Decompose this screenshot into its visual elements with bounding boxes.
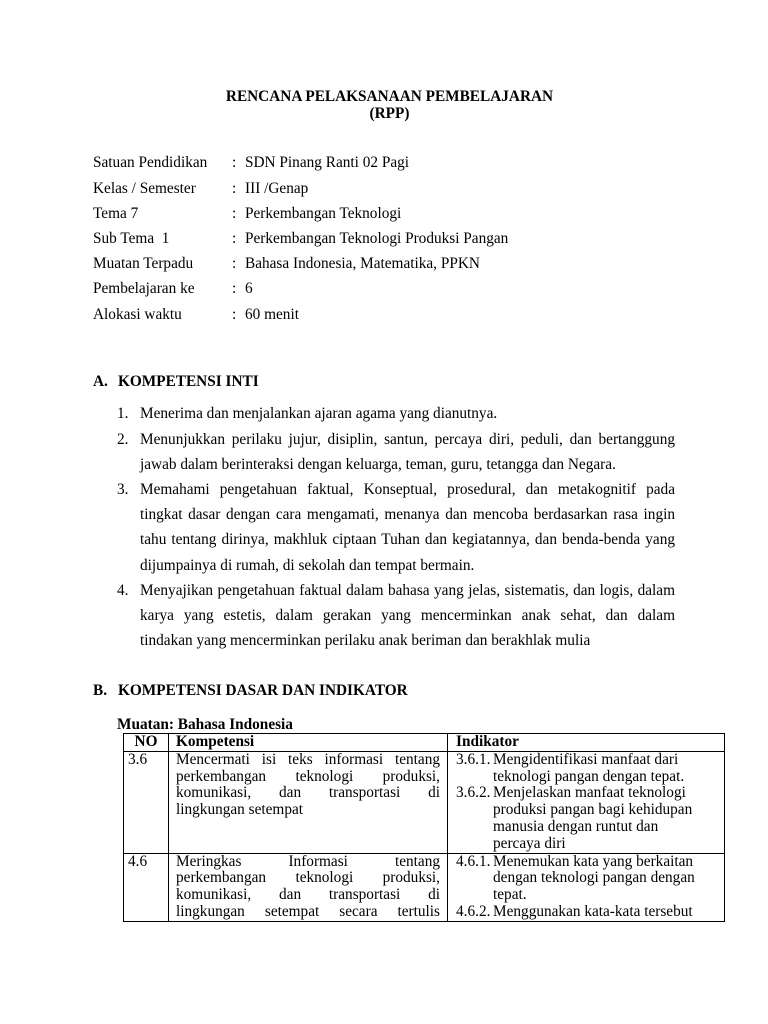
indikator-line: Menemukan kata yang berkaitan [493, 852, 694, 870]
list-text-line: jawab dalam berinteraksi dengan keluarga, teman, guru, tetangga dan Negara. [140, 455, 616, 473]
indikator-line: Menggunakan kata-kata tersebut [493, 902, 693, 920]
section-letter: A. [93, 373, 108, 391]
identity-label: Tema 7 [93, 204, 139, 222]
kd-number: 4.6 [128, 852, 148, 870]
identity-colon: : [232, 154, 237, 172]
identity-value: 60 menit [245, 305, 299, 323]
identity-row-sub-tema [93, 226, 693, 251]
list-text [140, 578, 675, 654]
identity-label: Muatan Terpadu [93, 255, 194, 273]
identity-label: Sub Tema 1 [93, 229, 170, 247]
section-letter: B. [93, 682, 108, 700]
section-b-heading [93, 678, 693, 703]
list-number: 4. [117, 581, 129, 599]
kd-number: 3.6 [128, 750, 148, 768]
list-number: 3. [117, 480, 129, 498]
identity-value: Bahasa Indonesia, Matematika, PPKN [245, 255, 480, 273]
indikator-number: 4.6.2. [456, 902, 491, 920]
indikator-line: produksi pangan bagi kehidupan [493, 801, 693, 819]
identity-row-muatan-terpadu [93, 251, 693, 276]
document-subtitle: (RPP) [369, 104, 410, 122]
indikator-line: Menjelaskan manfaat teknologi [493, 784, 686, 802]
indikator-line: Mengidentifikasi manfaat dari [493, 750, 679, 768]
list-item [117, 427, 675, 477]
indikator-number: 3.6.1. [456, 750, 491, 768]
indikator-number: 4.6.1. [456, 852, 491, 870]
kompetensi-line: lingkungan setempat secara tertulis [176, 902, 440, 920]
identity-value: Perkembangan Teknologi [245, 204, 402, 222]
cell-indikator [448, 751, 725, 853]
section-title: KOMPETENSI DASAR DAN INDIKATOR [118, 682, 408, 700]
column-header-no: NO [124, 734, 169, 752]
identity-table [93, 150, 693, 326]
list-text-line: karya yang estetis, dalam gerakan yang mencerminkan anak sehat, dan dalam [140, 606, 675, 624]
identity-row-satuan-pendidikan [93, 150, 693, 175]
indikator-item [456, 752, 717, 786]
kompetensi-line: Meringkas Informasi tentang [176, 852, 440, 870]
identity-colon: : [232, 179, 237, 197]
cell-kompetensi [169, 853, 448, 921]
document-title-block [93, 88, 686, 122]
cell-indikator [448, 853, 725, 921]
subject-label: Muatan: Bahasa Indonesia [117, 715, 293, 733]
identity-colon: : [232, 255, 237, 273]
list-number: 2. [117, 430, 129, 448]
list-text-line: tahu tentang dirinya, makhluk ciptaan Tuhan dan kegiatannya, dan benda-benda yang [140, 531, 675, 549]
list-item [117, 578, 675, 654]
list-text [140, 427, 675, 477]
cell-no [124, 853, 169, 921]
identity-colon: : [232, 305, 237, 323]
list-text-line: Menunjukkan perilaku jujur, disiplin, santun, percaya diri, peduli, dan bertanggung [140, 430, 675, 448]
kompetensi-line: Mencermati isi teks informasi tentang [176, 750, 440, 768]
identity-value: III /Genap [245, 179, 309, 197]
table-header-row [124, 734, 725, 752]
identity-row-tema [93, 201, 693, 226]
list-item [117, 477, 675, 578]
kompetensi-dasar-table [123, 733, 725, 922]
list-text-line: Memahami pengetahuan faktual, Konseptual, prosedural, dan metakognitif pada [140, 480, 675, 498]
kompetensi-line: perkembangan teknologi produksi, [176, 767, 440, 785]
indikator-line: dengan teknologi pangan dengan [493, 869, 695, 887]
list-number: 1. [117, 405, 129, 423]
indikator-item [456, 904, 717, 921]
column-header-kompetensi: Kompetensi [169, 734, 448, 752]
identity-value: 6 [245, 280, 253, 298]
cell-kompetensi [169, 751, 448, 853]
identity-value: SDN Pinang Ranti 02 Pagi [245, 154, 410, 172]
identity-label: Pembelajaran ke [93, 280, 195, 298]
cell-no [124, 751, 169, 853]
table-row [124, 853, 725, 921]
indikator-line: percaya diri [493, 834, 566, 852]
list-text-line: Menyajikan pengetahuan faktual dalam bahasa yang jelas, sistematis, dan logis, dalam [140, 581, 675, 599]
list-text-line: dijumpainya di rumah, di sekolah dan tempat bermain. [140, 556, 475, 574]
list-text [140, 401, 675, 426]
identity-row-pembelajaran-ke [93, 276, 693, 301]
identity-colon: : [232, 229, 237, 247]
indikator-line: manusia dengan runtut dan [493, 817, 659, 835]
kompetensi-line: komunikasi, dan transportasi di [176, 784, 440, 802]
identity-colon: : [232, 204, 237, 222]
identity-label: Alokasi waktu [93, 305, 182, 323]
indikator-item [456, 785, 717, 852]
list-text-line: tingkat dasar dengan cara mengamati, menanya dan mencoba berdasarkan rasa ingin [140, 506, 675, 524]
identity-colon: : [232, 280, 237, 298]
kompetensi-line: lingkungan setempat [176, 801, 304, 819]
list-text-line: tindakan yang mencerminkan perilaku anak beriman dan berakhlak mulia [140, 632, 591, 650]
column-header-indikator: Indikator [448, 734, 725, 752]
identity-label: Satuan Pendidikan [93, 154, 208, 172]
identity-label: Kelas / Semester [93, 179, 196, 197]
section-a-heading [93, 369, 693, 394]
list-text-line: Menerima dan menjalankan ajaran agama yang dianutnya. [140, 405, 498, 423]
kompetensi-line: komunikasi, dan transportasi di [176, 886, 440, 904]
list-text [140, 477, 675, 578]
identity-value: Perkembangan Teknologi Produksi Pangan [245, 229, 509, 247]
indikator-number: 3.6.2. [456, 784, 491, 802]
list-item [117, 401, 675, 426]
kompetensi-inti-list [117, 401, 675, 653]
kompetensi-line: perkembangan teknologi produksi, [176, 869, 440, 887]
table-row [124, 751, 725, 853]
identity-row-kelas-semester [93, 176, 693, 201]
indikator-line: teknologi pangan dengan tepat. [493, 767, 685, 785]
section-title: KOMPETENSI INTI [118, 373, 259, 391]
document-title: RENCANA PELAKSANAAN PEMBELAJARAN [225, 87, 554, 105]
indikator-item [456, 854, 717, 904]
indikator-line: tepat. [493, 886, 527, 904]
identity-row-alokasi-waktu [93, 302, 693, 327]
